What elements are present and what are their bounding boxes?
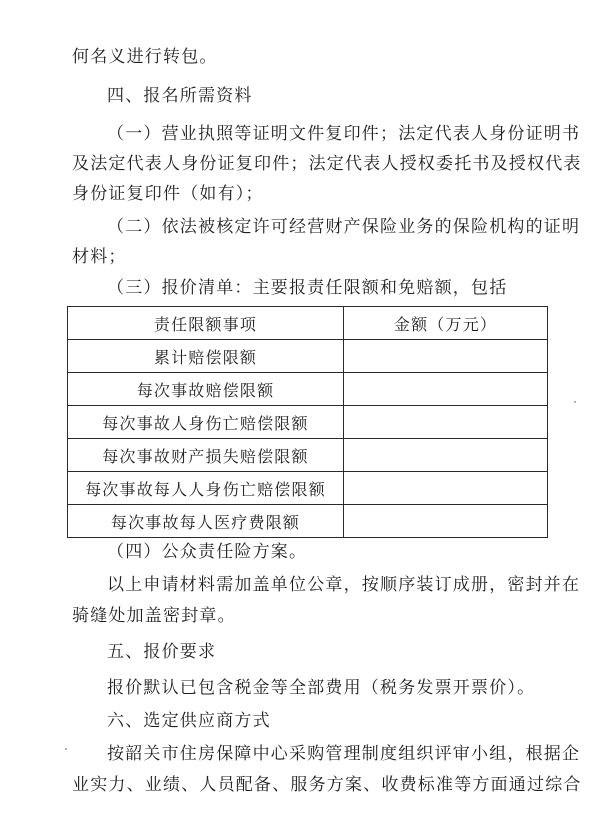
text-line: （二）依法被核定许可经营财产保险业务的保险机构的证明	[107, 217, 581, 237]
text-line: 以上申请材料需加盖单位公章，按顺序装订成册，密封并在	[107, 575, 581, 595]
text-line: 何名义进行转包。	[72, 47, 218, 67]
table-cell-amount	[344, 439, 548, 472]
table-cell-item: 累计赔偿限额	[68, 340, 344, 373]
text-line: （一）营业执照等证明文件复印件；法定代表人身份证明书	[107, 124, 581, 144]
scan-speck	[65, 748, 67, 750]
table-cell-item: 每次事故每人医疗费限额	[68, 505, 344, 538]
text-line: 按韶关市住房保障中心采购管理制度组织评审小组，根据企	[107, 744, 581, 764]
table-row	[68, 406, 548, 439]
table-cell-item: 每次事故财产损失赔偿限额	[68, 439, 344, 472]
text-line: 材料；	[72, 247, 127, 267]
table-row	[68, 505, 548, 538]
text-line: 及法定代表人身份证复印件；法定代表人授权委托书及授权代表	[72, 154, 582, 174]
text-line: 骑缝处加盖密封章。	[72, 606, 236, 626]
table-cell-amount	[344, 373, 548, 406]
table-cell-amount	[344, 472, 548, 505]
table-row	[68, 373, 548, 406]
table-cell-amount	[344, 505, 548, 538]
section-heading: 五、报价要求	[107, 642, 217, 662]
text-line: 身份证复印件（如有）；	[72, 184, 264, 204]
text-line: 报价默认已包含税金等全部费用（税务发票开票价）。	[107, 678, 536, 698]
table-row	[68, 472, 548, 505]
text-line: （三）报价清单：主要报责任限额和免赔额，包括	[107, 278, 508, 298]
table-cell-amount	[344, 340, 548, 373]
quote-table	[67, 306, 548, 538]
table-cell-amount	[344, 406, 548, 439]
table-header-row	[68, 307, 548, 340]
section-heading: 四、报名所需资料	[107, 86, 253, 106]
section-heading: 六、选定供应商方式	[107, 711, 271, 731]
text-line: 业实力、业绩、人员配备、服务方案、收费标准等方面通过综合	[72, 775, 582, 795]
table-cell-item: 每次事故人身伤亡赔偿限额	[68, 406, 344, 439]
table-row	[68, 439, 548, 472]
scan-speck	[574, 401, 576, 403]
table-header-item: 责任限额事项	[68, 307, 344, 340]
table-cell-item: 每次事故赔偿限额	[68, 373, 344, 406]
table-header-amount: 金额（万元）	[344, 307, 548, 340]
table-row	[68, 340, 548, 373]
table-cell-item: 每次事故每人人身伤亡赔偿限额	[68, 472, 344, 505]
text-line: （四）公众责任险方案。	[107, 542, 308, 562]
